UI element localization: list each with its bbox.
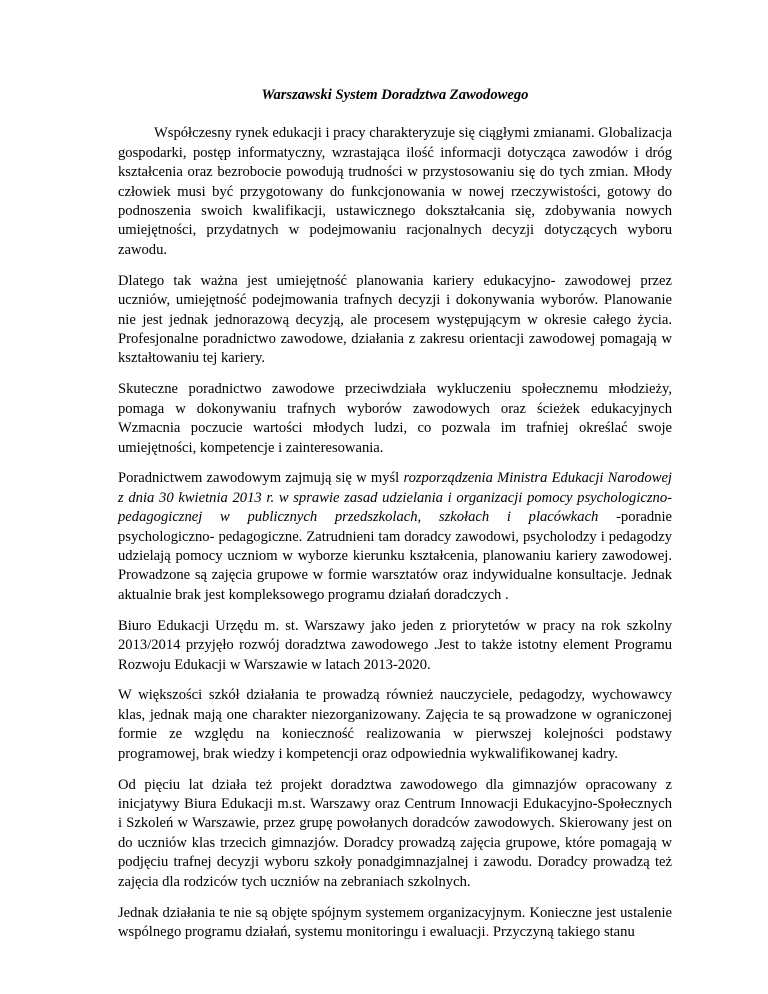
paragraph-8-text: Jednak działania te nie są objęte spójnym systemem organizacyjnym. Konieczne jest ustalenie wspólnego programu działań, systemu monitoringu i ewaluacji <box>118 904 672 940</box>
paragraph-2: Dlatego tak ważna jest umiejętność planowania kariery edukacyjno- zawodowej przez uczniów, umiejętność podejmowania trafnych decyzji i dokonywania wyborów. Planowanie nie jest jednak jednorazową decyzją, ale procesem występującym w okresie całego życia. Profesjonalne poradnictwo zawodowe, działania z zakresu orientacji zawodowej pomagają w kształtowaniu tej kariery. <box>118 272 672 367</box>
document-page <box>118 50 672 954</box>
paragraph-1: Współczesny rynek edukacji i pracy charakteryzuje się ciągłymi zmianami. Globalizacja gospodarki, postęp informatyczny, wzrastająca ilość informacji dotycząca zawodów i dróg kształcenia oraz bezrobocie powodują trudności w przystosowaniu się do tych zmian. Młody człowiek musi być przygotowany do funkcjonowania w nowej rzeczywistości, gotowy do podnoszenia swoich kwalifikacji, ustawicznego dokształcania się, zdobywania nowych umiejętności, przydatnych w podejmowaniu racjonalnych decyzji dotyczących wyboru zawodu. <box>118 125 672 258</box>
paragraph-4 <box>118 469 672 605</box>
paragraph-4-lead: Poradnictwem zawodowym zajmują się w myśl <box>118 470 404 487</box>
document-title: Warszawski System Doradztwa Zawodowego <box>261 87 529 103</box>
paragraph-4-rest: -poradnie psychologiczno- pedagogiczne. Zatrudnieni tam doradcy zawodowi, psycholodzy i pedagodzy udzielają pomocy uczniom w wyborze kierunku kształcenia, planowaniu kariery zawodowej. Prowadzone są zajęcia grupowe w formie warsztatów oraz indywidualne konsultacje. Jednak aktualnie brak jest kompleksowego programu działań doradczych . <box>118 509 672 603</box>
paragraph-5: Biuro Edukacji Urzędu m. st. Warszawy jako jeden z priorytetów w pracy na rok szkolny 2013/2014 przyjęło rozwój doradztwa zawodowego .Jest to także istotny element Programu Rozwoju Edukacji w Warszawie w latach 2013-2020. <box>118 617 672 673</box>
paragraph-7: Od pięciu lat działa też projekt doradztwa zawodowego dla gimnazjów opracowany z inicjatywy Biura Edukacji m.st. Warszawy oraz Centrum Innowacji Edukacyjno-Społecznych i Szkoleń w Warszawie, przez grupę powołanych doradców zawodowych. Skierowany jest on do uczniów klas trzecich gimnazjów. Doradcy prowadzą zajęcia grupowe, które pomagają w podjęciu trafnej decyzji wyboru szkoły ponadgimnazjalnej i zawodu. Doradcy prowadzą też zajęcia dla rodziców tych uczniów na zebraniach szkolnych. <box>118 776 672 890</box>
paragraph-8-tail: Przyczyną takiego stanu <box>489 923 635 940</box>
regulation-citation: rozporządzenia Ministra Edukacji Narodowej z dnia 30 kwietnia 2013 r. w sprawie zasad udzielania i organizacji pomocy psychologiczno-pedagogicznej w publicznych przedszkolach, szkołach i placówkach <box>118 470 672 526</box>
paragraph-8 <box>118 904 672 943</box>
paragraph-8-red-dot: . <box>485 923 490 940</box>
paragraph-6: W większości szkół działania te prowadzą również nauczyciele, pedagodzy, wychowawcy klas, jednak mają one charakter niezorganizowany. Zajęcia te są prowadzone w ograniczonej formie ze względu na konieczność realizowania w pierwszej kolejności podstawy programowej, brak wiedzy i kompetencji oraz odpowiednia wykwalifikowanej kadry. <box>118 687 672 762</box>
paragraph-3: Skuteczne poradnictwo zawodowe przeciwdziała wykluczeniu społecznemu młodzieży, pomaga w dokonywaniu trafnych wyborów zawodowych oraz ścieżek edukacyjnych Wzmacnia poczucie wartości młodych ludzi, co pozwala im trafniej określać swoje umiejętności, kompetencje i zainteresowania. <box>118 381 672 456</box>
